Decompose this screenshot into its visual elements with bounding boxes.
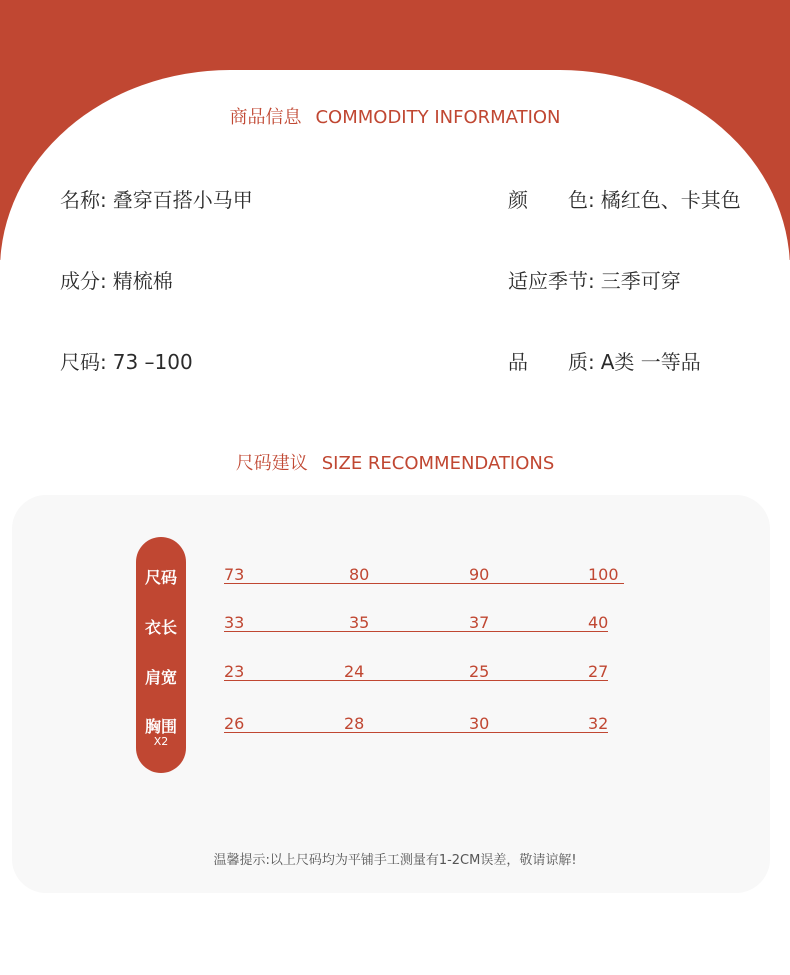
table-cell: 35 [349, 613, 370, 632]
info-season-label: 适应季节: [508, 269, 595, 293]
size-card [12, 495, 770, 893]
commodity-section-title [0, 103, 790, 129]
info-name-value: 叠穿百搭小马甲 [112, 188, 253, 212]
row-label-chest: 胸围 [144, 717, 177, 736]
table-cell: 23 [224, 662, 245, 681]
row-rule-chest [224, 732, 608, 733]
size-title-en: SIZE RECOMMENDATIONS [321, 453, 555, 474]
size-title-cn: 尺码建议 [235, 453, 308, 474]
info-season [508, 265, 681, 294]
info-color-value: 橘红色、卡其色 [600, 188, 741, 212]
info-name [60, 184, 253, 213]
row-label-chest-sub: X2 [153, 735, 169, 748]
commodity-title-cn: 商品信息 [229, 107, 302, 128]
table-cell: 24 [344, 662, 365, 681]
row-label-length: 衣长 [144, 618, 177, 637]
info-size-value: 73 –100 [112, 350, 193, 374]
row-label-size: 尺码 [144, 568, 177, 587]
table-cell: 40 [588, 613, 609, 632]
info-quality [508, 346, 701, 375]
info-season-value: 三季可穿 [600, 269, 681, 293]
info-material-value: 精梳棉 [112, 269, 173, 293]
table-cell: 32 [588, 714, 609, 733]
info-size-label: 尺码: [60, 350, 107, 374]
table-cell: 25 [469, 662, 490, 681]
measurement-note: 温馨提示:以上尺码均为平铺手工测量有1-2CM误差，敬请谅解! [213, 853, 577, 868]
row-rule-size [224, 583, 624, 584]
info-quality-value: A类 一等品 [600, 350, 701, 374]
info-material-label: 成分: [60, 269, 107, 293]
table-cell: 100 [588, 565, 619, 584]
row-rule-length [224, 631, 608, 632]
info-size [60, 346, 193, 375]
table-cell: 80 [349, 565, 370, 584]
table-cell: 30 [469, 714, 490, 733]
table-cell: 28 [344, 714, 365, 733]
size-section-title [0, 449, 790, 475]
info-color-label: 颜 色: [508, 188, 595, 212]
row-label-shoulder: 肩宽 [144, 668, 177, 687]
info-quality-label: 品 质: [508, 350, 595, 374]
table-cell: 27 [588, 662, 609, 681]
table-cell: 33 [224, 613, 245, 632]
table-cell: 90 [469, 565, 490, 584]
table-cell: 26 [224, 714, 245, 733]
info-name-label: 名称: [60, 188, 107, 212]
row-rule-shoulder [224, 680, 608, 681]
commodity-title-en: COMMODITY INFORMATION [315, 107, 561, 128]
info-material [60, 265, 173, 294]
table-cell: 37 [469, 613, 490, 632]
info-color [508, 184, 741, 213]
table-cell: 73 [224, 565, 245, 584]
